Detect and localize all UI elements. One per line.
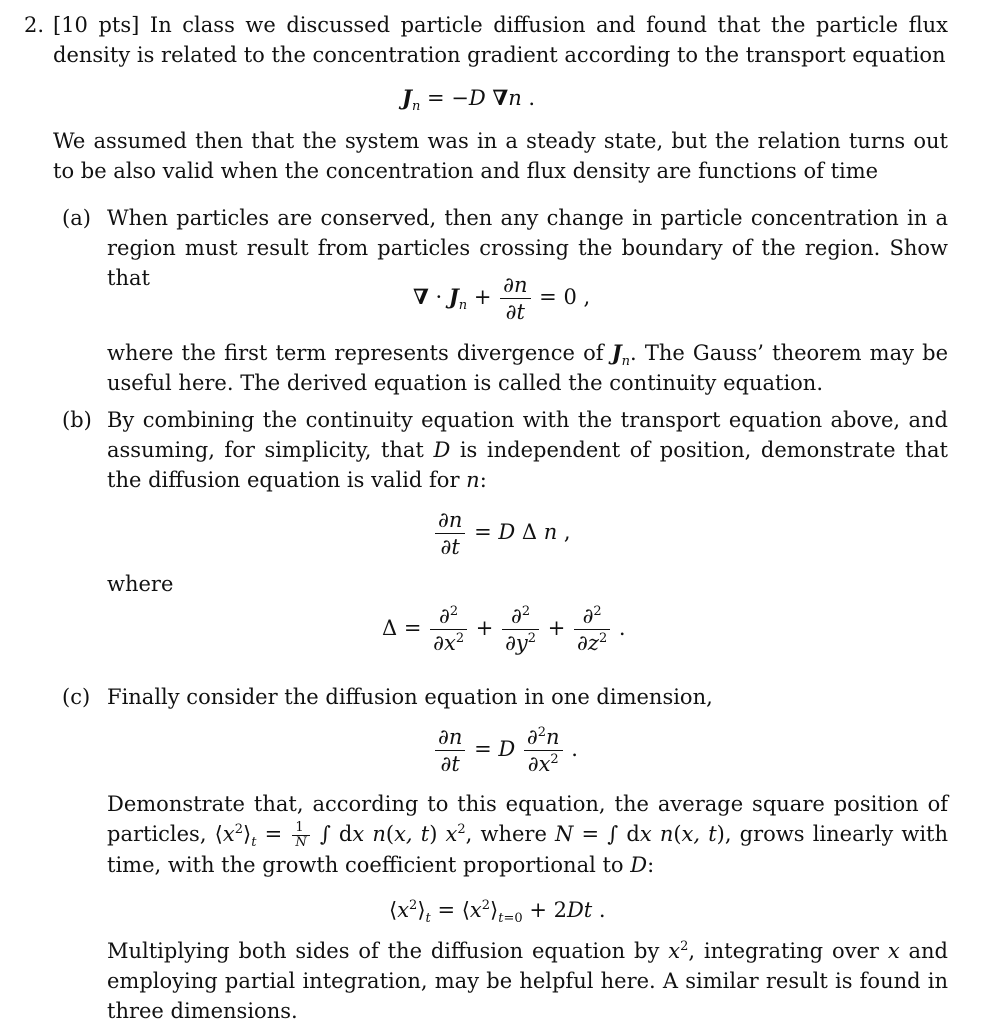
continuity-equation: ∇ · $J_n$ + $\frac{\partial n}{\partial t}$ = 0 , [413,273,591,324]
problem-intro [24,10,948,70]
part-c-hint: Multiplying both sides of the diffusion equation by $x^2$, integrating over x and employing partial integration, may be helpful here. A similar result is found in three dimensions. [107,939,949,1023]
part-c-demonstrate: Demonstrate that, according to this equation, the average square position of particles, $⟨x^2⟩_t$ = $\frac{1}{N}$ ∫ dx n(x, t) $x^2$, where N = ∫ dx n(x, t), grows linearly with time, with the growth coefficient proportional to D: [107,792,949,877]
transport-equation: $J_n = -D$ ∇n . [402,85,536,115]
part-b-intro: (b) By combining the continuity equation with the transport equation above, and assuming, for simplicity, that D is independent of position, demonstrate that the diffusion equation is valid for n: [62,405,948,495]
problem-points: [10 pts] [53,13,140,37]
diffusion-equation: $\frac{\partial n}{\partial t}$ = D Δ n , [433,507,571,560]
problem-intro-text: In class we discussed particle diffusion and found that the particle flux density is related to the concentration gradient according to the transport equation [53,13,948,67]
part-a-followup-post: . The Gauss’ theorem may be useful here. The derived equation is called the continuity equation. [107,341,948,395]
part-c-demonstrate-b: , where [465,822,547,846]
part-a-text: When particles are conserved, then any change in particle concentration in a region must result from particles crossing the boundary of the region. Show that [107,206,948,290]
growth-result-equation: $⟨x^2⟩_t$ = $⟨x^2⟩_{t=0} + 2Dt$ . [389,898,606,927]
part-a-followup: where the first term represents divergence of $J_n$. The Gauss’ theorem may be useful here. The derived equation is called the continuity equation. [107,340,948,395]
part-c-hint-c: and employing partial integration, may be helpful here. A similar result is found in three dimensions. [107,939,949,1023]
steady-state-text: We assumed then that the system was in a steady state, but the relation turns out to be also valid when the concentration and flux density are functions of time [53,129,948,183]
part-c-label: (c) [62,685,91,709]
part-c-hint-b: , integrating over [688,939,879,963]
part-b-text-end: : [479,468,487,492]
part-a-followup-pre: where the first term represents divergence of [107,341,604,365]
part-b-label: (b) [62,408,92,432]
part-c-demonstrate-c: , grows linearly with time, with the growth coefficient proportional to [107,822,949,877]
part-b-text-mid: is independent of position, demonstrate that the diffusion equation is valid for [107,438,948,492]
part-c-demonstrate-d: : [647,853,655,877]
part-c-demonstrate-a: Demonstrate that, according to this equation, the average square position of particles, [107,792,948,846]
part-c-text: Finally consider the diffusion equation in one dimension, [107,685,713,709]
part-c-hint-a: Multiplying both sides of the diffusion equation by [107,939,660,963]
problem-number: 2. [24,13,45,37]
where-label: where [107,572,174,596]
one-dim-diffusion-equation: $\frac{\partial n}{\partial t}$ = D $\frac{\partial^2n}{\partial x^2}$ . [433,724,578,777]
dn-dt-fraction: $\frac{\partial n}{\partial t}$ [500,272,530,325]
part-c-intro [62,682,948,712]
laplacian-definition: Δ = $\frac{\partial^2}{\partial x^2}$ + $\frac{\partial^2}{\partial y^2}$ + $\frac{\partial^2}{\partial z^2}$ . [382,604,626,655]
part-a-label: (a) [62,206,91,230]
part-b-text-pre: By combining the continuity equation with the transport equation above, and assuming, for simplicity, that [107,408,948,462]
